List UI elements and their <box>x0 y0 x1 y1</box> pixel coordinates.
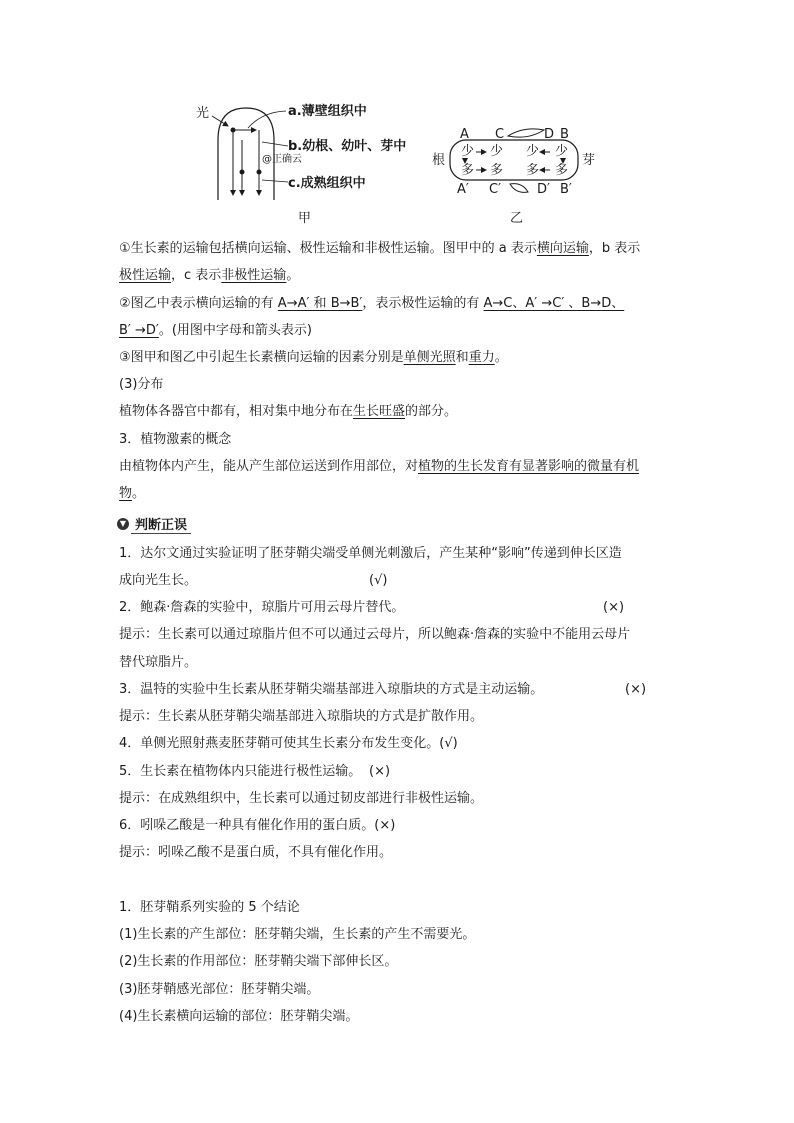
para-3-text-1: ③图甲和图乙中引起生长素横向运输的因素分别是 <box>119 350 404 365</box>
judge-q2-text: 2．鲍森·詹森的实验中，琼脂片可用云母片替代。 <box>119 600 405 615</box>
para-1-text-3: ，c 表示 <box>171 268 222 283</box>
label-a: a.薄壁组织中 <box>288 104 367 119</box>
judge-q1-line-2 <box>119 572 388 590</box>
judge-h5-line: 提示：在成熟组织中，生长素可以通过韧皮部进行非极性运输。 <box>119 791 484 806</box>
yi-bottom-D: D′ <box>537 182 550 197</box>
distribution-line <box>119 403 457 421</box>
para-1-text-1: ①生长素的运输包括横向运输、极性运输和非极性运输。图甲中的 a 表示 <box>119 241 537 256</box>
distribution-text-1: 植物体各器官中都有，相对集中地分布在 <box>119 404 354 419</box>
judge-q1-text: 成向光生长。 <box>119 573 198 588</box>
caption-jia: 甲 <box>298 211 312 226</box>
conclusion-1: (1)生长素的产生部位：胚芽鞘尖端，生长素的产生不需要光。 <box>119 927 476 942</box>
yi-top-B: B <box>560 127 569 142</box>
triangle-icon: ▼ <box>117 518 129 530</box>
yi-row2-mid2: 多 <box>526 163 540 178</box>
concept-text-1: 由植物体内产生，能从产生部位运送到作用部位，对 <box>119 459 419 474</box>
para-1-underline-1: 横向运输 <box>536 241 589 256</box>
concept-heading: 3．植物激素的概念 <box>119 432 232 447</box>
distribution-heading: (3)分布 <box>119 377 164 392</box>
para-1-line-1 <box>119 240 640 258</box>
yi-bottom-A: A′ <box>457 182 469 197</box>
para-3-text-2: 和 <box>455 350 469 365</box>
para-1-underline-3: 非极性运输 <box>221 268 287 283</box>
para-2-underline-2a: A→C、A′ →C′ 、B→D、 <box>483 296 625 311</box>
yi-row2-left: 多 <box>461 163 475 178</box>
judge-q3-line <box>119 681 647 699</box>
concept-text-2: 。 <box>132 486 146 501</box>
yi-row1-mid: 少 <box>490 144 504 159</box>
conclusion-4: (4)生长素横向运输的部位：胚芽鞘尖端。 <box>119 1009 359 1024</box>
label-c: c.成熟组织中 <box>288 176 366 191</box>
concept-underline-1: 植物的生长发育有显著影响的微量有机 <box>418 459 640 474</box>
conclusion-2: (2)生长素的作用部位：胚芽鞘尖端下部伸长区。 <box>119 954 398 969</box>
judge-q3-mark: (×) <box>625 682 647 697</box>
judge-q4-line: 4．单侧光照射燕麦胚芽鞘可使其生长素分布发生变化。(√) <box>119 736 458 751</box>
concept-line-1 <box>119 458 639 476</box>
conclusion-3: (3)胚芽鞘感光部位：胚芽鞘尖端。 <box>119 982 320 997</box>
para-2-text-2: ，表示极性运输的有 <box>362 296 484 311</box>
judge-h2-line-2: 替代琼脂片。 <box>119 655 198 670</box>
para-1-underline-2: 极性运输 <box>119 268 172 283</box>
yi-row2-mid: 多 <box>490 163 504 178</box>
watermark: @正确云 <box>262 154 302 165</box>
yi-top-A: A <box>460 127 469 142</box>
judge-q5-mark: (×) <box>369 764 391 779</box>
judge-badge <box>117 514 191 533</box>
judge-q5-text: 5．生长素在植物体内只能进行极性运输。 <box>119 764 362 779</box>
distribution-text-2: 的部分。 <box>405 404 458 419</box>
para-3-line <box>119 349 508 367</box>
para-1-text-2: ，b 表示 <box>588 241 641 256</box>
yi-top-C: C <box>495 127 505 142</box>
yi-row2-right: 多 <box>555 163 569 178</box>
label-b: b.幼根、幼叶、芽中 <box>288 139 407 154</box>
concept-underline-2: 物 <box>119 486 133 501</box>
judge-badge-label: 判断正误 <box>131 514 191 534</box>
yi-bottom-C: C′ <box>489 182 502 197</box>
para-3-underline-2: 重力 <box>468 350 495 365</box>
caption-yi: 乙 <box>510 211 524 226</box>
para-3-underline-1: 单侧光照 <box>403 350 456 365</box>
yi-top-D: D <box>544 127 555 142</box>
para-2-text-1: ②图乙中表示横向运输的有 <box>119 296 278 311</box>
light-label: 光 <box>196 106 210 121</box>
judge-q3-text: 3．温特的实验中生长素从胚芽鞘尖端基部进入琼脂块的方式是主动运输。 <box>119 682 544 697</box>
concept-line-2 <box>119 485 145 503</box>
para-2-line-2 <box>119 322 312 340</box>
judge-q2-line <box>119 599 625 617</box>
para-2-underline-2b: B′ →D′ <box>119 323 159 338</box>
judge-h6-line: 提示：吲哚乙酸不是蛋白质，不具有催化作用。 <box>119 845 393 860</box>
yi-left-root: 根 <box>432 153 446 168</box>
judge-q5-line <box>119 763 391 781</box>
cotyledon-bottom <box>510 184 528 193</box>
para-3-text-3: 。 <box>494 350 508 365</box>
judge-h2-line-1: 提示：生长素可以通过琼脂片但不可以通过云母片，所以鲍森·詹森的实验中不能用云母片 <box>119 627 631 642</box>
judge-h3-line: 提示：生长素从胚芽鞘尖端基部进入琼脂块的方式是扩散作用。 <box>119 709 484 724</box>
judge-q1-line-1: 1．达尔文通过实验证明了胚芽鞘尖端受单侧光刺激后，产生某种“影响”传递到伸长区造 <box>119 546 622 561</box>
coleoptile-diagram <box>0 0 794 240</box>
yi-bottom-B: B′ <box>560 182 572 197</box>
para-2-underline-1: A→A′ 和 B→B′ <box>277 296 363 311</box>
para-1-line-2 <box>119 267 299 285</box>
yi-right-bud: 芽 <box>582 153 596 168</box>
conclusions-heading: 1．胚芽鞘系列实验的 5 个结论 <box>119 900 300 915</box>
yi-row1-left: 少 <box>461 144 475 159</box>
yi-row1-right: 少 <box>555 144 569 159</box>
para-1-text-4: 。 <box>286 268 300 283</box>
yi-row1-mid2: 少 <box>526 144 540 159</box>
para-2-text-3: 。(用图中字母和箭头表示) <box>158 323 313 338</box>
cotyledon-top <box>508 129 544 137</box>
distribution-underline: 生长旺盛 <box>353 404 406 419</box>
judge-q1-mark: (√) <box>369 573 388 588</box>
judge-q2-mark: (×) <box>603 600 625 615</box>
judge-q6-line: 6．吲哚乙酸是一种具有催化作用的蛋白质。(×) <box>119 818 396 833</box>
para-2-line-1 <box>119 295 624 313</box>
